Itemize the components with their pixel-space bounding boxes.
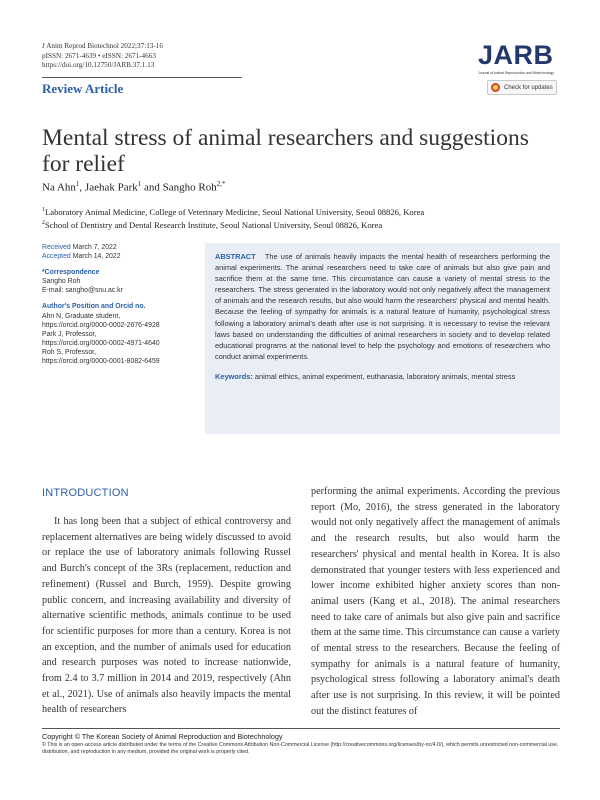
correspondence-name: Sangho Roh [42,278,81,286]
orcid-line: Park J, Professor, [42,330,97,338]
abstract-label: ABSTRACT [215,252,256,261]
logo-text: JARB [478,40,554,70]
introduction-heading: INTRODUCTION [42,487,129,499]
body-column-left: It has long been that a subject of ethical controversy and replacement alternatives are being widely discussed to avoid or replace the use of laboratory animals following Russel and Burch's concept of the 3Rs (replacement, reduction and refinement) (Russel and Burch, 1959). Despite growing public concern, and increasing availability and diversity of alternative scientific methods, animals continue to be used for scientific purposes for more than a century. Korea is not an exception, and the number of animals used for education and research purposes was noted to increase nationwide, from 2.4 to 3.7 million in 2014 and 2019, respectively (Ahn et al., 2021). Use of animals also heavily impacts the mental health of researchers [42,516,291,716]
author-list [42,180,226,194]
affiliation-line [42,205,424,218]
keywords-text: animal ethics, animal experiment, euthanasia, laboratory animals, mental stress [254,371,516,381]
orcid-heading: Author's Position and Orcid no. [42,303,146,311]
affiliations [42,205,424,231]
journal-logo [478,42,560,75]
doi-link[interactable]: https://doi.org/10.12750/JARB.37.1.13 [42,61,155,70]
check-updates-label: Check for updates [504,84,553,91]
license-text: © This is an open-access article distributed under the terms of the Creative Commons Attribution Non-Commercial License (http://creativecommons.org/licenses/by-nc/4.0/), which permits unrestricted non-commercial use, distribution, and reproduction in any medium, provided the original work is properly cited. [42,742,559,755]
abstract-paragraph [215,251,550,362]
article-title: Mental stress of animal researchers and suggestions for relief [42,125,529,177]
footer-rule [42,728,560,729]
header-rule [42,77,242,78]
accepted-label: Accepted [42,253,71,261]
author-affil-sup: 1 [75,180,80,188]
abstract-text: The use of animals heavily impacts the mental health of researchers performing the animal experiments. The animal researchers need to take care of animals but also give pain and sacrifice them at the same time. This circumstance can cause a variety of mental stress to the researchers. The stress generated in the laboratory would not only negatively affect the management of animals and the research results, but also would harm the researchers' physical and mental health. Because the feeling of sympathy for animals is a natural feature of humanity, psychological stress following a laboratory animal's death after use is not surprising. It is necessary to revise the relevant laws based on understanding the difficulties of animal researchers in society and to develop related educational programs at the national level to help the psychology and emotions of researchers who conduct animal experiments. [215,252,550,361]
correspondence-heading: *Correspondence [42,269,100,277]
affiliation-text: Laboratory Animal Medicine, College of Veterinary Medicine, Seoul National University, Seoul 08826, Korea [45,206,425,217]
author-name: Jaehak Park [84,181,138,194]
received-date: March 7, 2022 [72,244,117,251]
affiliation-sup: 1 [42,207,45,213]
orcid-line: Roh S, Professor, [42,348,97,356]
accepted-line [42,252,192,261]
author-affil-sup: 1 [137,180,142,188]
orcid-link[interactable]: https://orcid.org/0000-0002-4971-4640 [42,339,160,347]
author-name: Na Ahn [42,181,76,194]
article-info-sidebar [42,243,192,366]
orcid-link[interactable]: https://orcid.org/0000-0001-8082-6459 [42,358,160,366]
accepted-date: March 14, 2022 [72,253,121,261]
orcid-line: Ahn N, Graduate student, [42,312,121,320]
author-separator: and [141,181,163,194]
keywords-line [215,371,550,382]
affiliation-text: School of Dentistry and Dental Research Institute, Seoul National University, Seoul 08826, Korea [45,219,383,230]
journal-meta [42,42,163,71]
issn-line: pISSN: 2671-4639 • eISSN: 2671-4663 [42,51,156,60]
logo-subtitle: Journal of Animal Reproduction and Biotechnology [478,71,554,75]
correspondence-email[interactable]: E-mail: sangho@snu.ac.kr [42,287,123,295]
received-line [42,243,192,252]
affiliation-sup: 2 [42,219,45,226]
author-affil-sup: 2,* [216,180,226,188]
author-name: Sangho Roh [162,181,217,194]
body-column-right: performing the animal experiments. According the previous report (Mo, 2016), the stress generated in the laboratory would not only negatively affect the management of animals and the research results, but also would harm the researchers' physical and mental health in Korea. It is also demonstrated that younger testers with less experienced and lower income exhibited higher anxiety scores than non-animal users (Kang et al., 2018). The animal researchers need to take care of animals but also give pain and sacrifice them at the same time. This circumstance can cause a variety of mental stress to the researchers. Because the feeling of sympathy for animals is a natural feature of humanity, psychological stress following a laboratory animal's death after use is not surprising. In this review, it will be pointed out the distinct features of [311,486,560,717]
article-type: Review Article [42,81,124,96]
crossmark-icon [491,83,500,92]
affiliation-line [42,218,424,231]
author-separator: , [79,181,85,194]
abstract-box [205,243,560,434]
copyright-line: Copyright © The Korean Society of Animal Reproduction and Biotechnology [42,732,283,741]
journal-citation: J Anim Reprod Biotechnol 2022;37:13-16 [42,42,163,50]
orcid-link[interactable]: https://orcid.org/0000-0002-2676-4928 [42,321,160,329]
check-for-updates-button[interactable] [487,80,557,95]
received-label: Received [42,244,71,251]
keywords-label: Keywords: [215,371,253,381]
